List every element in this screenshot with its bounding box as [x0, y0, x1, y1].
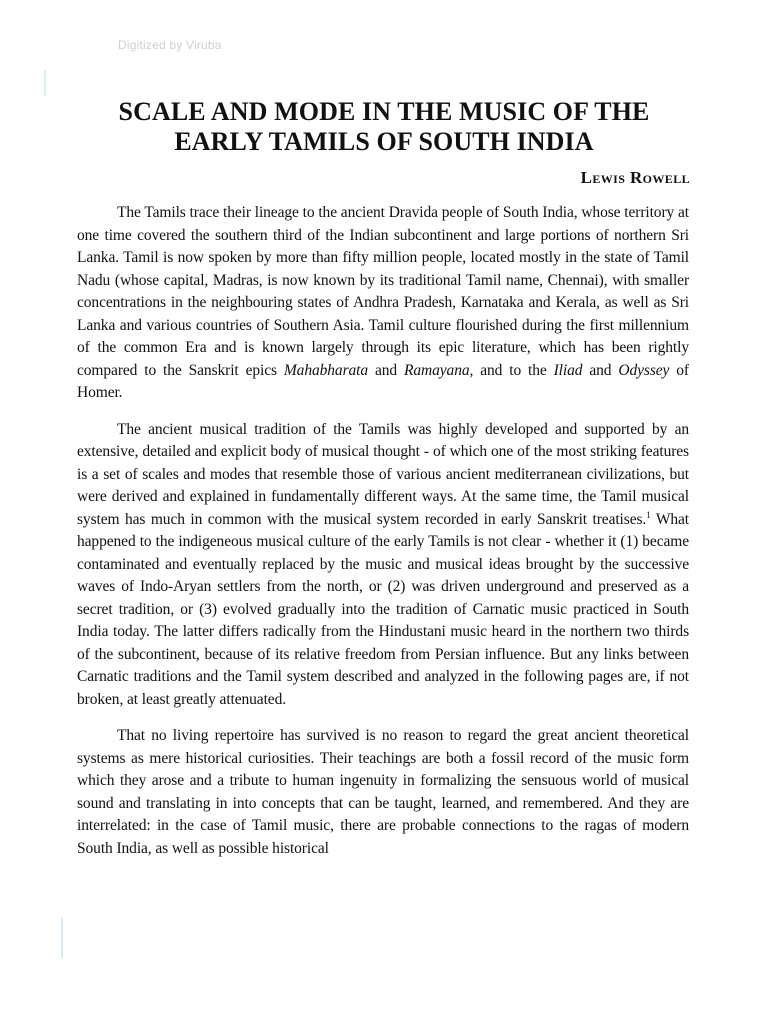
article-body	[77, 202, 689, 874]
paragraph-1-connector-1: and	[368, 361, 404, 379]
paragraph-1-text-b: and to the	[473, 361, 554, 379]
paragraph-2-text-b: What happened to the indigeneous musical culture of the early Tamils is not clear - whether it (1) became contaminated and eventually replaced by the music and musical ideas brought by the successive waves of Indo-Aryan settlers from the north, or (2) was driven underground and preserved as a secret tradition, or (3) evolved gradually into the tradition of Carnatic music practiced in South India today. The latter differs radically from the Hindustani music heard in the northern two thirds of the subcontinent, because of its relative freedom from Persian influence. But any links between Carnatic traditions and the Tamil system described and analyzed in the following pages are, if not broken, at least greatly attenuated.	[77, 510, 689, 708]
epic-title-ramayana: Ramayana,	[404, 361, 474, 379]
paragraph-2	[77, 419, 689, 712]
footnote-marker-1[interactable]: 1	[646, 509, 651, 520]
paragraph-3: That no living repertoire has survived is no reason to regard the great ancient theoretical systems as mere historical curiosities. Their teachings are both a fossil record of the music form which they arose and a tribute to human ingenuity in formalizing the sensuous world of musical sound and translating in into concepts that can be taught, learned, and remembered. And they are interrelated: in the case of Tamil music, there are probable connections to the ragas of modern South India, as well as possible historical	[77, 727, 689, 857]
scan-artifact-top	[44, 70, 46, 96]
paragraph-1-text-a: The Tamils trace their lineage to the ancient Dravida people of South India, whose territory at one time covered the southern third of the Indian subcontinent and large portions of northern Sri Lanka. Tamil is now spoken by more than fifty million people, located mostly in the state of Tamil Nadu (whose capital, Madras, is now known by its traditional Tamil name, Chennai), with smaller concentrations in the neighbouring states of Andhra Pradesh, Karnataka and Kerala, as well as Sri Lanka and various countries of Southern Asia. Tamil culture flourished during the first millennium of the common Era and is known largely through its epic literature, which has been rightly compared to the Sanskrit epics	[77, 204, 689, 379]
paragraph-1-text-c: of Homer.	[77, 361, 689, 401]
epic-title-mahabharata: Mahabharata	[283, 361, 369, 379]
paragraph-1	[77, 202, 689, 405]
author-name: Lewis Rowell	[580, 168, 690, 187]
epic-title-odyssey: Odyssey	[618, 361, 670, 379]
article-title	[40, 97, 728, 157]
scan-artifact-bottom	[61, 918, 63, 958]
title-line-1: SCALE AND MODE IN THE MUSIC OF THE	[118, 97, 650, 126]
paragraph-2-text-a: The ancient musical tradition of the Tamils was highly developed and supported by an extensive, detailed and explicit body of musical thought - of which one of the most striking features is a set of scales and modes that resemble those of various ancient mediterranean civilizations, but were derived and explained in fundamentally different ways. At the same time, the Tamil musical system has much in common with the musical system recorded in early Sanskrit treatises.	[77, 420, 689, 528]
paragraph-1-connector-2: and	[582, 361, 619, 379]
title-line-2: EARLY TAMILS OF SOUTH INDIA	[174, 127, 594, 156]
digitized-watermark: Digitized by Viruba	[118, 38, 222, 52]
epic-title-iliad: Iliad	[553, 361, 583, 379]
